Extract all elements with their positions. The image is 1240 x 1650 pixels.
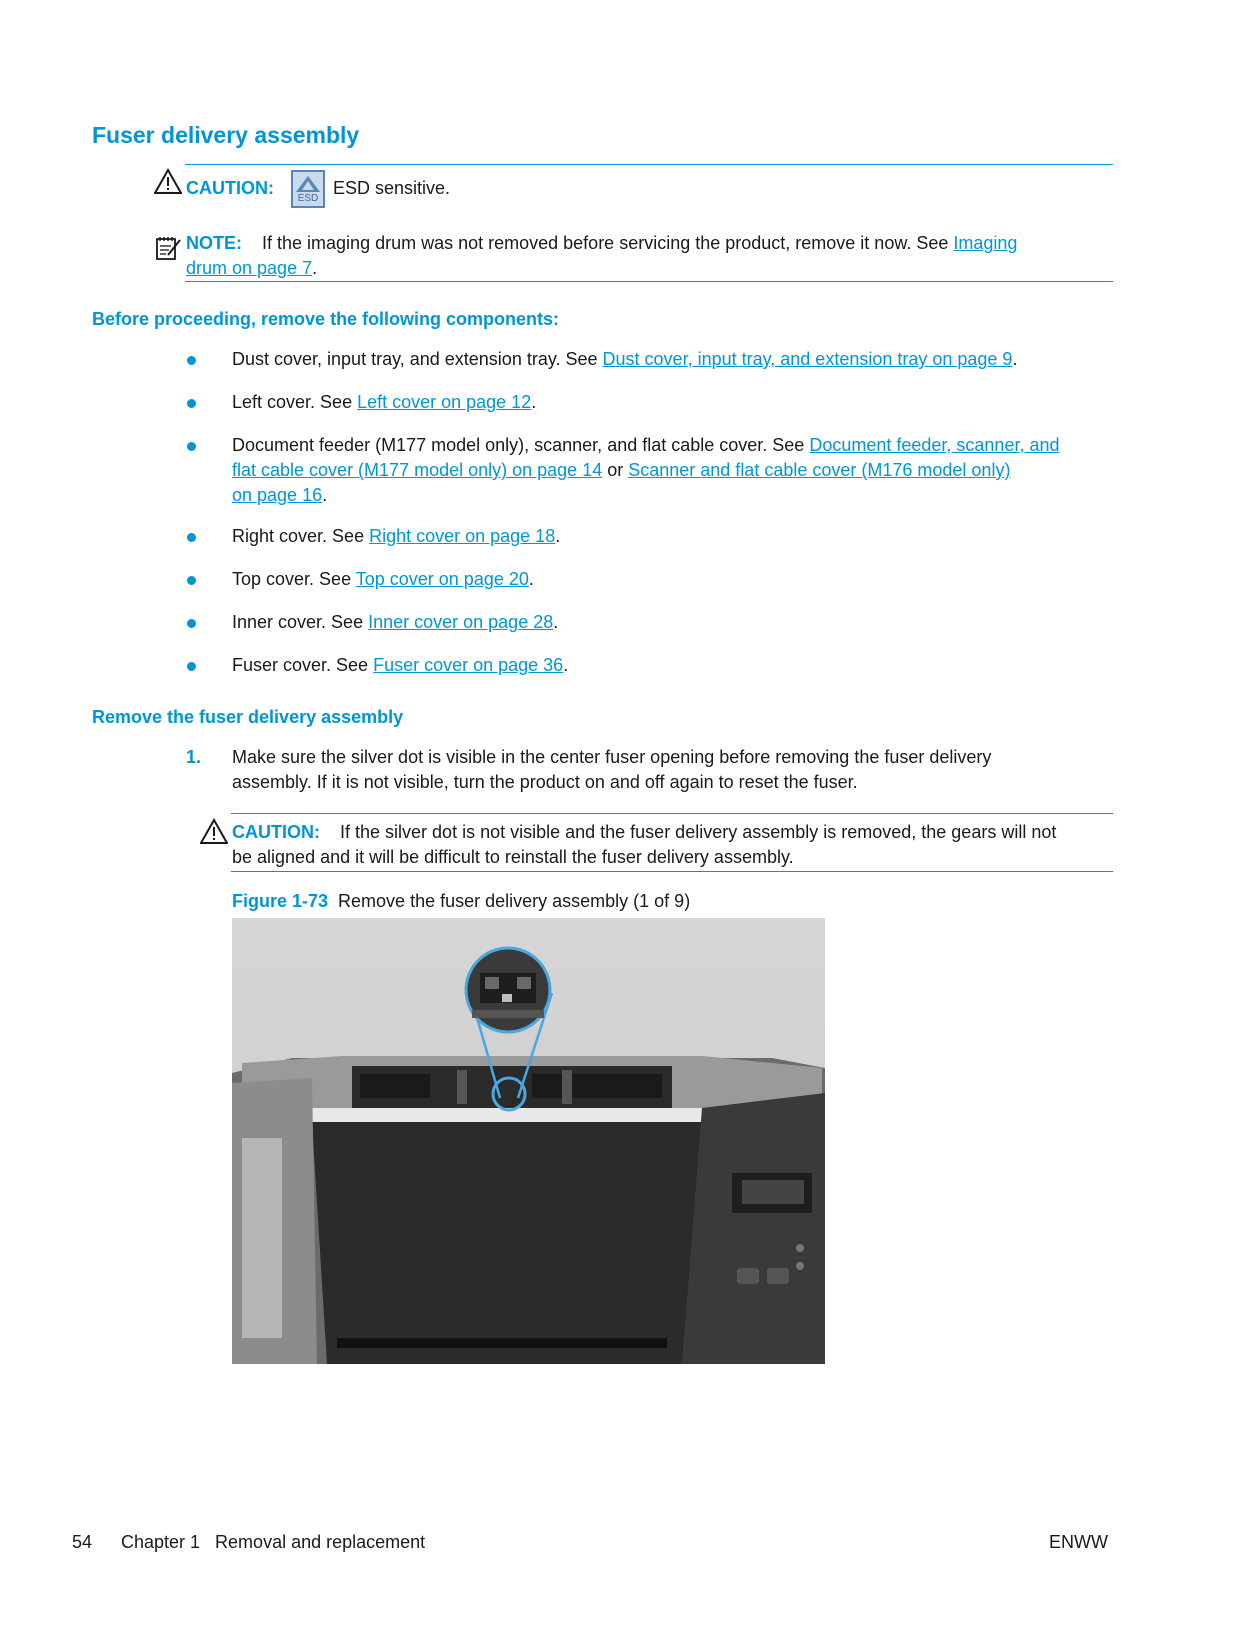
caution-2-label: CAUTION:: [232, 822, 320, 842]
link-document-feeder[interactable]: Document feeder, scanner, and: [809, 435, 1060, 455]
list-item-line-2: flat cable cover (M177 model only) on page 14 or Scanner and flat cable cover (M176 model only): [232, 460, 1011, 480]
step-1-line-1: Make sure the silver dot is visible in the center fuser opening before removing the fuser delivery: [232, 747, 992, 767]
link-right-cover[interactable]: Right cover on page 18: [369, 526, 556, 546]
footer-chapter: Chapter 1 Removal and replacement: [121, 1532, 426, 1552]
warning-triangle-icon: [200, 818, 228, 846]
note-label: NOTE:: [186, 233, 242, 253]
bullet-dot: [187, 662, 196, 671]
link-top-cover[interactable]: Top cover on page 20: [355, 569, 529, 589]
list-item: Right cover. See Right cover on page 18.: [232, 526, 561, 546]
list-item-line-3: on page 16.: [232, 485, 328, 505]
note-text: If the imaging drum was not removed before servicing the product, remove it now. See: [262, 233, 954, 253]
caution-2-line-1: [232, 820, 1112, 845]
link-fuser-cover[interactable]: Fuser cover on page 36: [373, 655, 564, 675]
warning-triangle-icon: [154, 168, 182, 196]
note-pad-icon: [154, 234, 182, 262]
link-left-cover[interactable]: Left cover on page 12: [357, 392, 532, 412]
esd-sensitive-icon: [291, 170, 325, 208]
link-inner-cover[interactable]: Inner cover on page 28: [368, 612, 554, 632]
caution-label: CAUTION:: [186, 178, 274, 198]
caution-top-rule: [185, 164, 1113, 165]
bullet-dot: [187, 442, 196, 451]
link-document-feeder-page[interactable]: flat cable cover (M177 model only) on page 14: [232, 460, 603, 480]
caution-text: ESD sensitive.: [333, 178, 451, 198]
list-item: Left cover. See Left cover on page 12.: [232, 392, 537, 412]
figure-caption: [232, 889, 690, 914]
link-dust-cover[interactable]: Dust cover, input tray, and extension tray on page 9: [602, 349, 1013, 369]
note-link-imaging-drum[interactable]: Imaging: [953, 233, 1018, 253]
note-paragraph: [186, 231, 1106, 256]
bullet-dot: [187, 356, 196, 365]
printer-fuser-photo-image: [232, 918, 825, 1364]
footer-enww: ENWW: [1049, 1532, 1108, 1552]
note-link-imaging-drum-page[interactable]: drum on page 7: [186, 258, 313, 278]
page-title: Fuser delivery assembly: [92, 122, 360, 148]
step-number: 1.: [186, 747, 202, 767]
caution-2-top-rule: [231, 813, 1113, 814]
caution-2-line-2: be aligned and it will be difficult to reinstall the fuser delivery assembly.: [232, 847, 794, 867]
note-bottom-rule: [185, 281, 1113, 282]
list-item: Fuser cover. See Fuser cover on page 36.: [232, 655, 569, 675]
note-line-2: [186, 256, 317, 281]
bullet-dot: [187, 399, 196, 408]
note-period: .: [312, 258, 318, 278]
caution-2-bottom-rule: [231, 871, 1113, 872]
bullet-dot: [187, 533, 196, 542]
step-1-line-2: assembly. If it is not visible, turn the product on and off again to reset the fuser.: [232, 772, 858, 792]
list-item: Inner cover. See Inner cover on page 28.: [232, 612, 559, 632]
footer-page-number: 54: [72, 1532, 93, 1552]
before-proceeding-heading: Before proceeding, remove the following components:: [92, 309, 560, 329]
list-item: Dust cover, input tray, and extension tray. See Dust cover, input tray, and extension tray on page 9.: [232, 349, 1018, 369]
figure-label: Figure 1-73: [232, 891, 329, 911]
bullet-dot: [187, 576, 196, 585]
link-scanner-flat-cable-page[interactable]: on page 16: [232, 485, 323, 505]
bullet-dot: [187, 619, 196, 628]
remove-fuser-heading: Remove the fuser delivery assembly: [92, 707, 404, 727]
fuser-photo: [232, 918, 825, 1364]
link-scanner-flat-cable[interactable]: Scanner and flat cable cover (M176 model only): [628, 460, 1011, 480]
esd-icon-text: ESD: [297, 193, 319, 204]
figure-caption-text: Remove the fuser delivery assembly (1 of 9): [338, 891, 691, 911]
list-item: Document feeder (M177 model only), scanner, and flat cable cover. See Document feeder, scanner, and: [232, 435, 1060, 455]
caution-2-text: If the silver dot is not visible and the fuser delivery assembly is removed, the gears will not: [340, 822, 1057, 842]
list-item: Top cover. See Top cover on page 20.: [232, 569, 534, 589]
